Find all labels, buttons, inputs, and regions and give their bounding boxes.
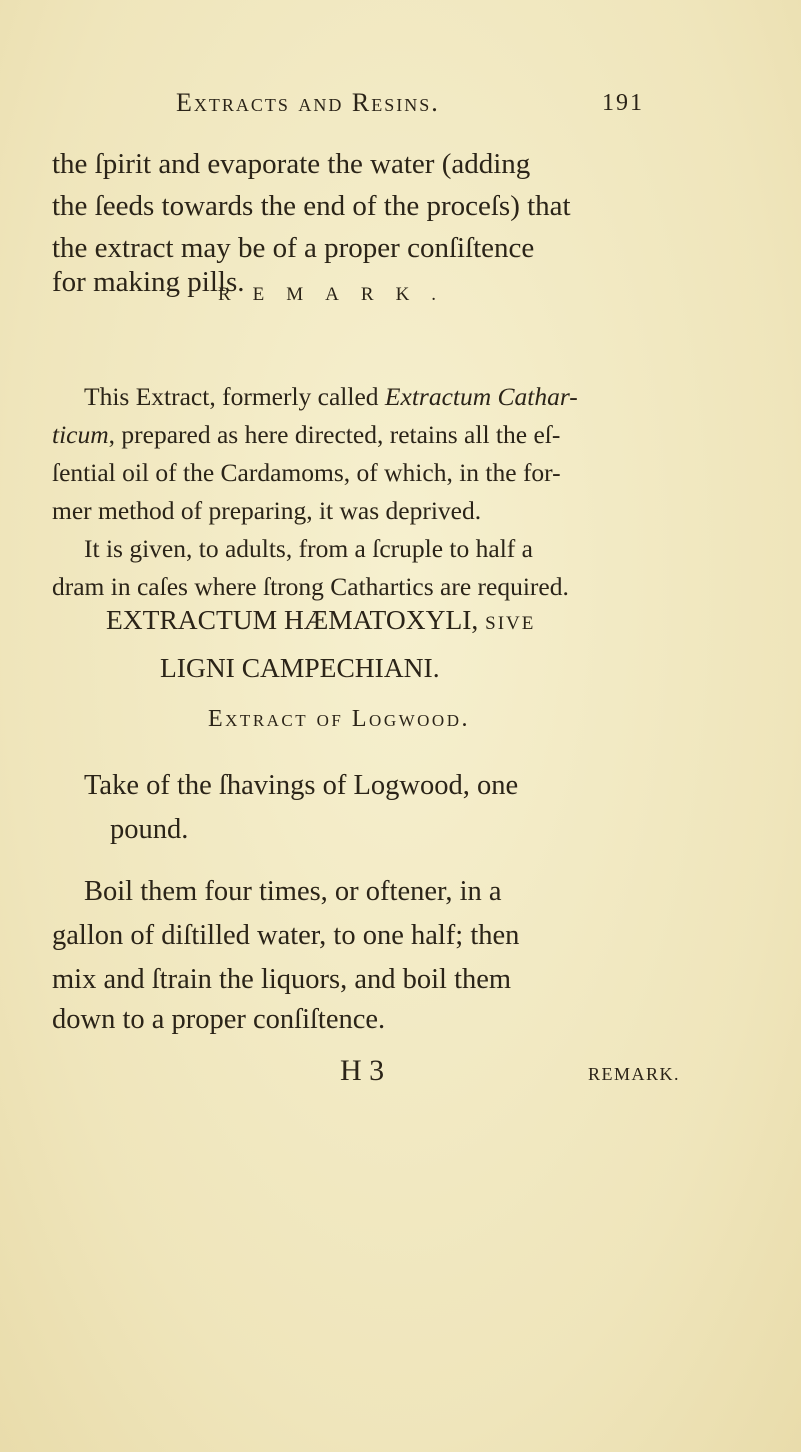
text-line: Boil them four times, or oftener, in a bbox=[84, 876, 502, 907]
section-heading-line-2: LIGNI CAMPECHIANI. bbox=[160, 652, 440, 683]
running-title: Extracts and Resins. bbox=[176, 88, 440, 117]
text-line: the ſeeds towards the end of the proceſs) that bbox=[52, 190, 571, 222]
text-line: for making pills. bbox=[52, 266, 245, 298]
text-line: mix and ſtrain the liquors, and boil them bbox=[52, 964, 512, 995]
section-heading bbox=[106, 604, 535, 636]
text-line: It is given, to adults, from a ſcruple to half a bbox=[84, 534, 533, 563]
text-line: mer method of preparing, it was deprived. bbox=[52, 496, 482, 525]
heading-line-1: EXTRACTUM HÆMATOXYLI, bbox=[106, 604, 479, 635]
text-line bbox=[84, 382, 578, 412]
text-segment: This Extract, formerly called bbox=[84, 382, 385, 411]
text-line: ſential oil of the Cardamoms, of which, in the for- bbox=[52, 458, 561, 487]
text-line: the extract may be of a proper conſiſtence bbox=[52, 232, 535, 264]
text-line: Take of the ſhavings of Logwood, one bbox=[84, 770, 519, 801]
section-subheading: Extract of Logwood. bbox=[208, 706, 470, 732]
text-line: dram in caſes where ſtrong Cathartics are required. bbox=[52, 572, 569, 601]
text-line: the ſpirit and evaporate the water (adding bbox=[52, 148, 531, 180]
text-line bbox=[52, 420, 560, 450]
page-number: 191 bbox=[602, 90, 644, 116]
text-line: pound. bbox=[110, 814, 189, 845]
text-segment: , prepared as here directed, retains all the eſ- bbox=[108, 420, 561, 449]
heading-conjunction: SIVE bbox=[485, 613, 536, 634]
running-header bbox=[176, 88, 696, 128]
catchword: REMARK. bbox=[588, 1064, 681, 1084]
text-line: down to a proper conſiſtence. bbox=[52, 1004, 386, 1035]
italic-term: Extractum Cathar- bbox=[384, 382, 578, 411]
remark-heading: REMARK. bbox=[218, 284, 459, 305]
italic-term: ticum bbox=[52, 420, 109, 449]
text-line: gallon of diſtilled water, to one half; then bbox=[52, 920, 520, 951]
signature-mark: H 3 bbox=[340, 1054, 385, 1087]
